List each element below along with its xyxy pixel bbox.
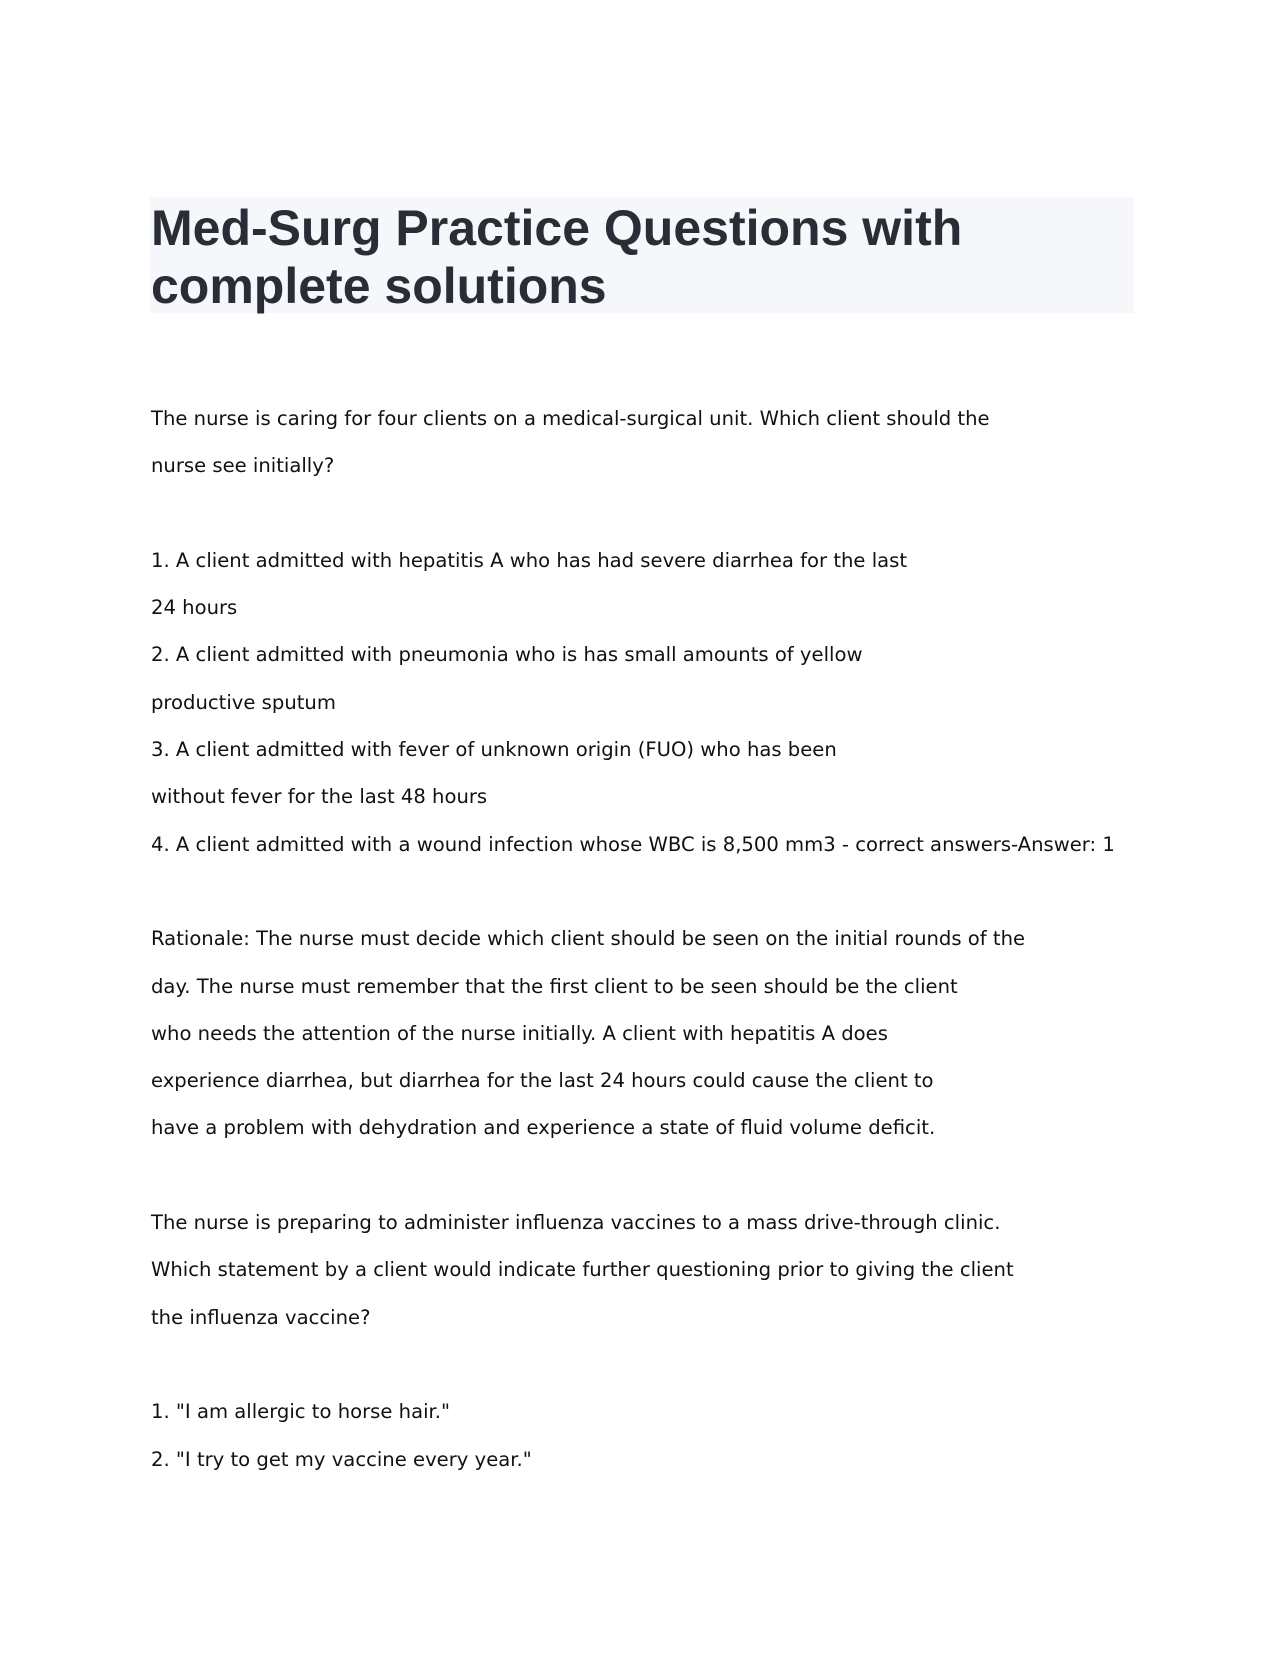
- question-1-option-line: 2. A client admitted with pneumonia who is has small amounts of yellow: [151, 643, 863, 667]
- question-1-option-line: 4. A client admitted with a wound infection whose WBC is 8,500 mm3 - correct answers-Answer: 1: [151, 832, 1115, 856]
- blank-line: [151, 868, 1151, 915]
- document-body: [151, 395, 1151, 1483]
- question-1-option-line: 24 hours: [151, 596, 238, 620]
- rationale-line: experience diarrhea, but diarrhea for the last 24 hours could cause the client to: [151, 1069, 934, 1093]
- page-title-line-2: complete solutions: [151, 258, 607, 314]
- question-2-stem-line: The nurse is preparing to administer influenza vaccines to a mass drive-through clinic.: [151, 1211, 1001, 1235]
- blank-line: [151, 490, 1151, 537]
- rationale-line: Rationale: The nurse must decide which client should be seen on the initial rounds of the: [151, 927, 1026, 951]
- question-1-stem-line: The nurse is caring for four clients on a medical-surgical unit. Which client should the: [151, 407, 990, 430]
- question-1-stem-line: nurse see initially?: [151, 454, 335, 478]
- question-2-stem-line: Which statement by a client would indicate further questioning prior to giving the client: [151, 1258, 1014, 1282]
- blank-line: [151, 1341, 1151, 1388]
- blank-line: [151, 1152, 1151, 1199]
- page-title-line-1: Med-Surg Practice Questions with: [151, 200, 963, 256]
- question-1-option-line: 3. A client admitted with fever of unknown origin (FUO) who has been: [151, 738, 837, 762]
- question-1-option-line: productive sputum: [151, 690, 336, 714]
- question-2-option-line: 1. "I am allergic to horse hair.": [151, 1400, 451, 1424]
- rationale-line: day. The nurse must remember that the first client to be seen should be the client: [151, 974, 958, 998]
- rationale-line: have a problem with dehydration and experience a state of fluid volume deficit.: [151, 1116, 936, 1140]
- question-2-stem-line: the influenza vaccine?: [151, 1305, 371, 1329]
- question-1-option-line: 1. A client admitted with hepatitis A who has had severe diarrhea for the last: [151, 548, 908, 572]
- rationale-line: who needs the attention of the nurse initially. A client with hepatitis A does: [151, 1021, 888, 1045]
- question-2-option-line: 2. "I try to get my vaccine every year.": [151, 1447, 532, 1471]
- question-1-option-line: without fever for the last 48 hours: [151, 785, 488, 809]
